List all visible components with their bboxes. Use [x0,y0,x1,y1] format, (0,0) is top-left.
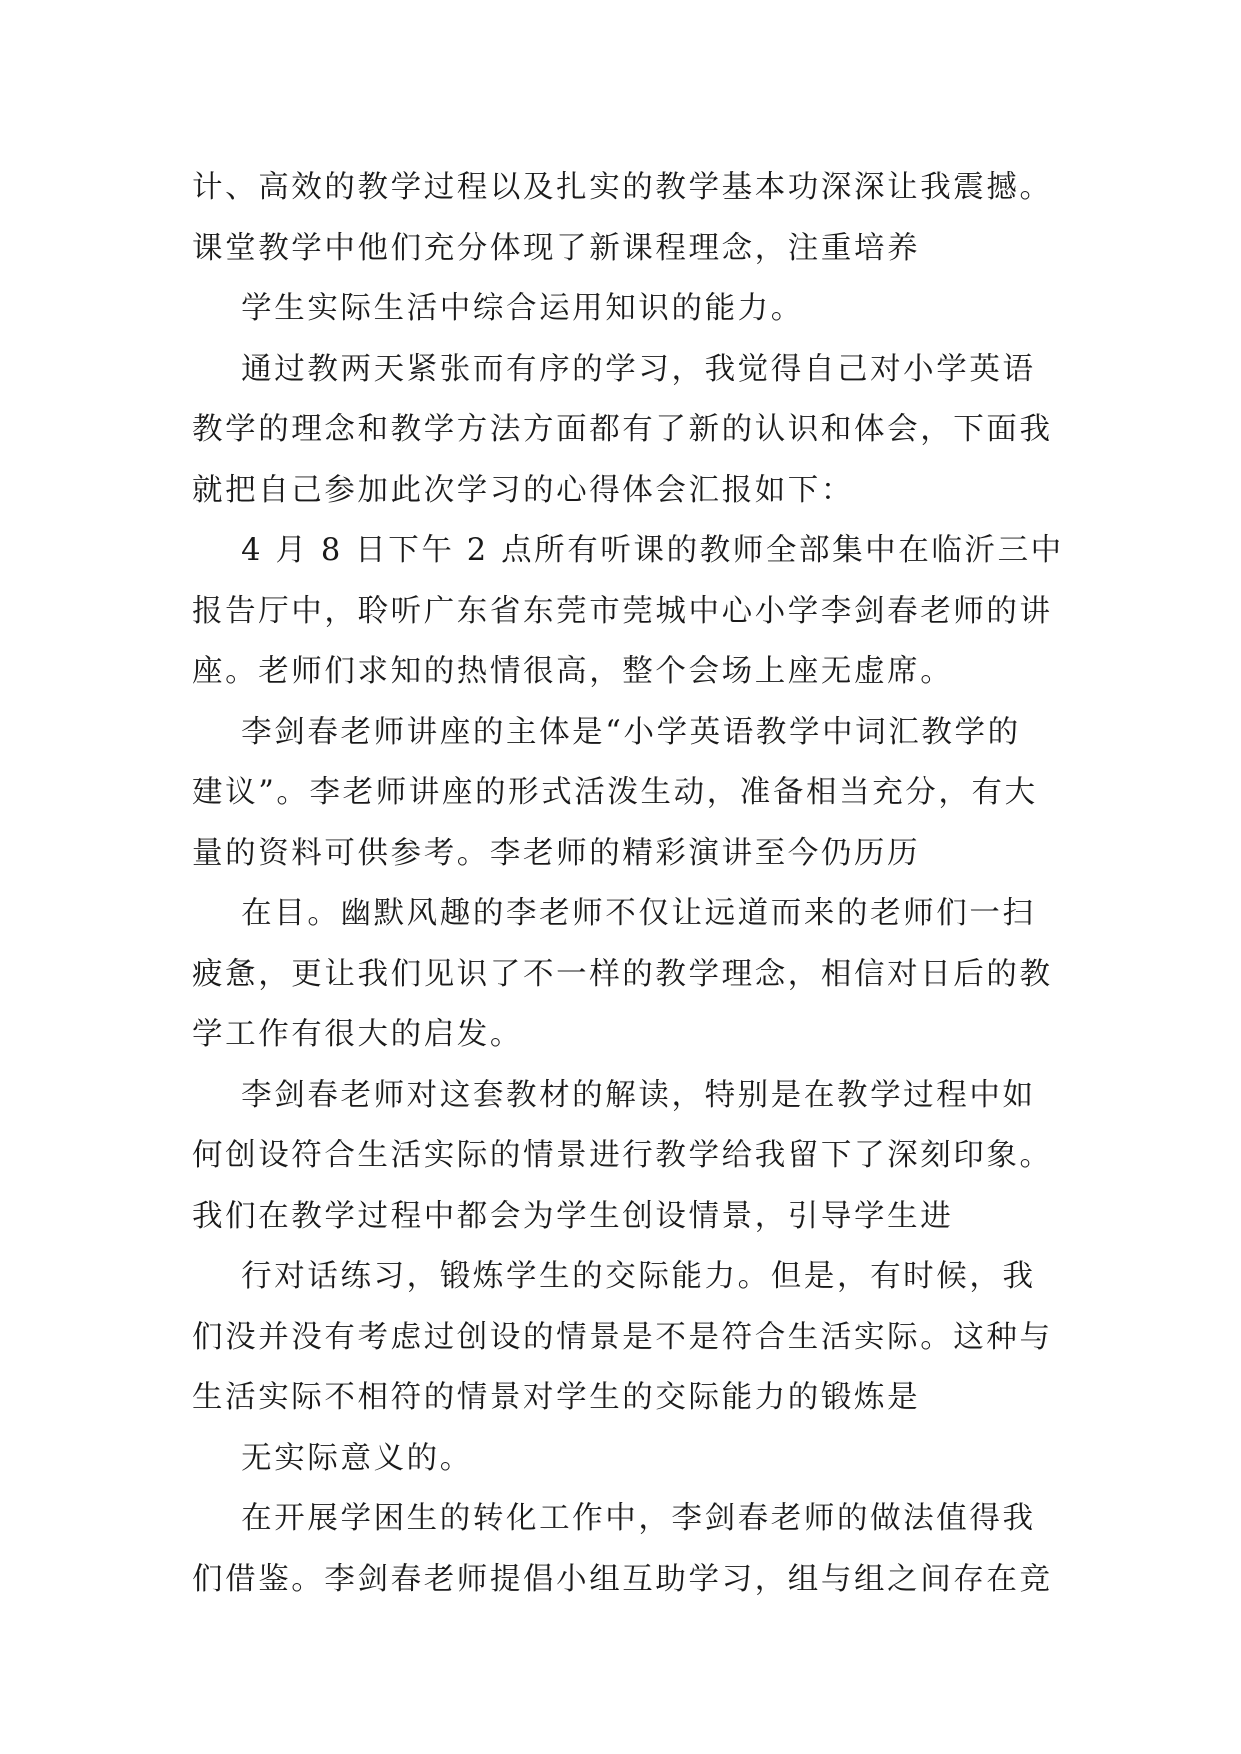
text-line: 4 月 8 日下午 2 点所有听课的教师全部集中在临沂三中 [192,533,1064,568]
text-line: 行对话练习，锻炼学生的交际能力。但是，有时候，我 [192,1259,1036,1294]
text-line: 计、高效的教学过程以及扎实的教学基本功深深让我震撼。 [192,170,1053,205]
text-line: 我们在教学过程中都会为学生创设情景，引导学生进 [192,1198,954,1234]
text-line: 量的资料可供参考。李老师的精彩演讲至今仍历历 [192,835,921,871]
text-line: 李剑春老师对这套教材的解读，特别是在教学过程中如 [192,1077,1036,1113]
text-line: 教学的理念和教学方法方面都有了新的认识和体会，下面我 [192,412,1053,447]
text-line: 生活实际不相符的情景对学生的交际能力的锻炼是 [192,1380,921,1415]
text-line: 座。老师们求知的热情很高，整个会场上座无虚席。 [192,654,954,689]
text-line: 报告厅中，聆听广东省东莞市莞城中心小学李剑春老师的讲 [192,593,1053,629]
document-body [192,158,1072,1610]
text-line: 就把自己参加此次学习的心得体会汇报如下： [192,472,854,508]
text-line: 们借鉴。李剑春老师提倡小组互助学习，组与组之间存在竞 [192,1561,1053,1597]
text-line: 学生实际生活中综合运用知识的能力。 [192,291,804,326]
text-line: 建议”。李老师讲座的形式活泼生动，准备相当充分，有大 [192,775,1038,810]
text-line: 疲惫，更让我们见识了不一样的教学理念，相信对日后的教 [192,956,1053,992]
text-line: 课堂教学中他们充分体现了新课程理念，注重培养 [192,230,921,266]
text-line: 何创设符合生活实际的情景进行教学给我留下了深刻印象。 [192,1138,1053,1173]
text-line: 李剑春老师讲座的主体是“小学英语教学中词汇教学的 [192,714,1021,750]
text-line: 在开展学困生的转化工作中，李剑春老师的做法值得我 [192,1501,1036,1536]
text-line: 通过教两天紧张而有序的学习，我觉得自己对小学英语 [192,351,1036,387]
text-line: 无实际意义的。 [192,1440,473,1476]
text-line: 在目。幽默风趣的李老师不仅让远道而来的老师们一扫 [192,896,1036,931]
text-line: 们没并没有考虑过创设的情景是不是符合生活实际。这种与 [192,1319,1053,1355]
text-line: 学工作有很大的启发。 [192,1017,523,1052]
